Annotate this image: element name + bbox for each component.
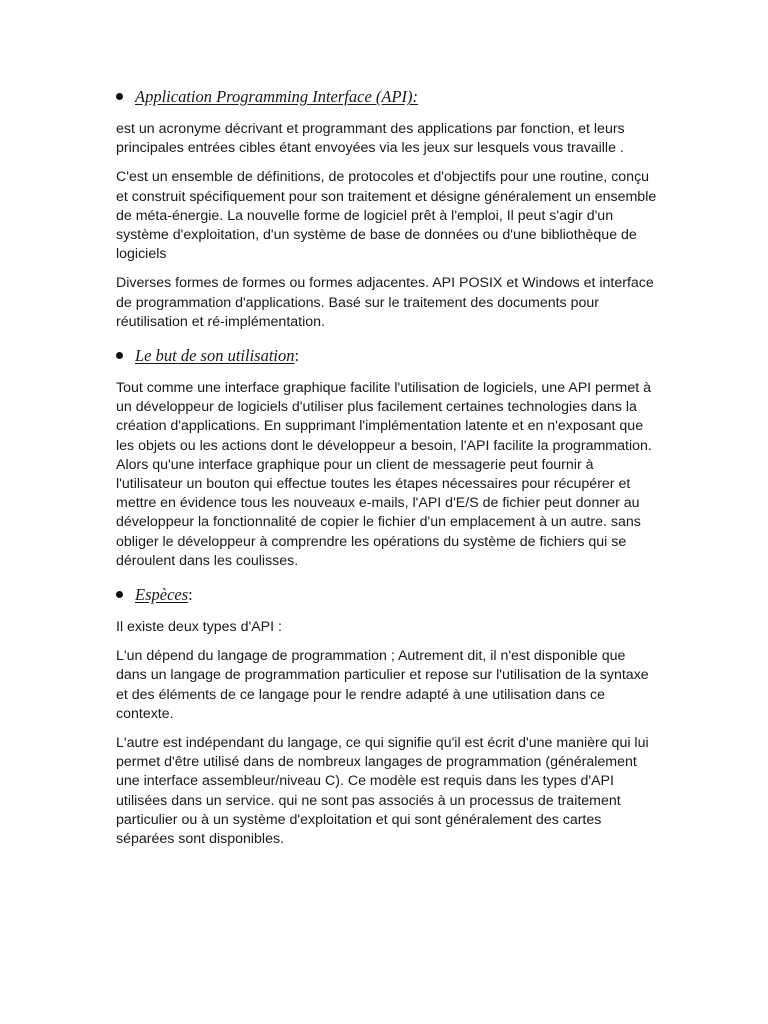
paragraph: Il existe deux types d'API : <box>116 619 282 636</box>
paragraph: L'un dépend du langage de programmation ; Autrement dit, il n'est disponible que dans un langage de programmation particulier et repose sur l'utilisation de la syntaxe et des éléments de ce langage pour le rendre adapté à une utilisation dans ce contexte. <box>116 648 649 722</box>
bullet-icon <box>116 93 123 100</box>
heading-text: Espèces <box>135 585 189 605</box>
heading-suffix: : <box>188 585 193 605</box>
bullet-icon <box>116 352 123 359</box>
document-page <box>116 86 658 849</box>
paragraph: Tout comme une interface graphique facilite l'utilisation de logiciels, une API permet à un développeur de logiciels d'utiliser plus facilement certaines technologies dans la création d'applications. En supprimant l'implémentation latente et en n'exposant que les objets ou les actions dont le développeur a besoin, l'API facilite la programmation. Alors qu'une interface graphique pour un client de messagerie peut fournir à l'utilisateur un bouton qui effectue toutes les étapes nécessaires pour récupérer et mettre en évidence tous les nouveaux e-mails, l'API d'E/S de fichier peut donner au développeur la fonctionnalité de copier le fichier d'un emplacement à un autre. sans obliger le développeur à comprendre les opérations du système de fichiers qui se déroulent dans les coulisses. <box>116 380 652 569</box>
paragraph: L'autre est indépendant du langage, ce qui signifie qu'il est écrit d'une manière qui lui permet d'être utilisé dans de nombreux langages de programmation (généralement une interface assembleur/niveau C). Ce modèle est requis dans les types d'API utilisées dans un service. qui ne sont pas associés à un processus de traitement particulier ou à un système d'exploitation et qui sont généralement des cartes séparées sont disponibles. <box>116 735 649 848</box>
paragraph: C'est un ensemble de définitions, de protocoles et d'objectifs pour une routine, conçu et construit spécifiquement pour son traitement et désigne généralement un ensemble de méta-énergie. La nouvelle forme de logiciel prêt à l'emploi, Il peut s'agir d'un système d'exploitation, d'un système de base de données ou d'une bibliothèque de logiciels <box>116 169 657 263</box>
section-heading-api <box>116 86 658 108</box>
paragraph: Diverses formes de formes ou formes adjacentes. API POSIX et Windows et interface de programmation d'applications. Basé sur le traitement des documents pour réutilisation et ré-implémentation. <box>116 275 654 330</box>
heading-text: Application Programming Interface (API): <box>135 87 419 106</box>
heading-text: Le but de son utilisation <box>135 346 295 366</box>
section-heading-purpose <box>116 345 658 367</box>
paragraph: est un acronyme décrivant et programmant des applications par fonction, et leurs principales entrées cibles étant envoyées via les jeux sur lesquels vous travaille . <box>116 121 625 157</box>
bullet-icon <box>116 591 123 598</box>
heading-suffix: : <box>294 346 300 366</box>
section-heading-species <box>116 584 658 606</box>
